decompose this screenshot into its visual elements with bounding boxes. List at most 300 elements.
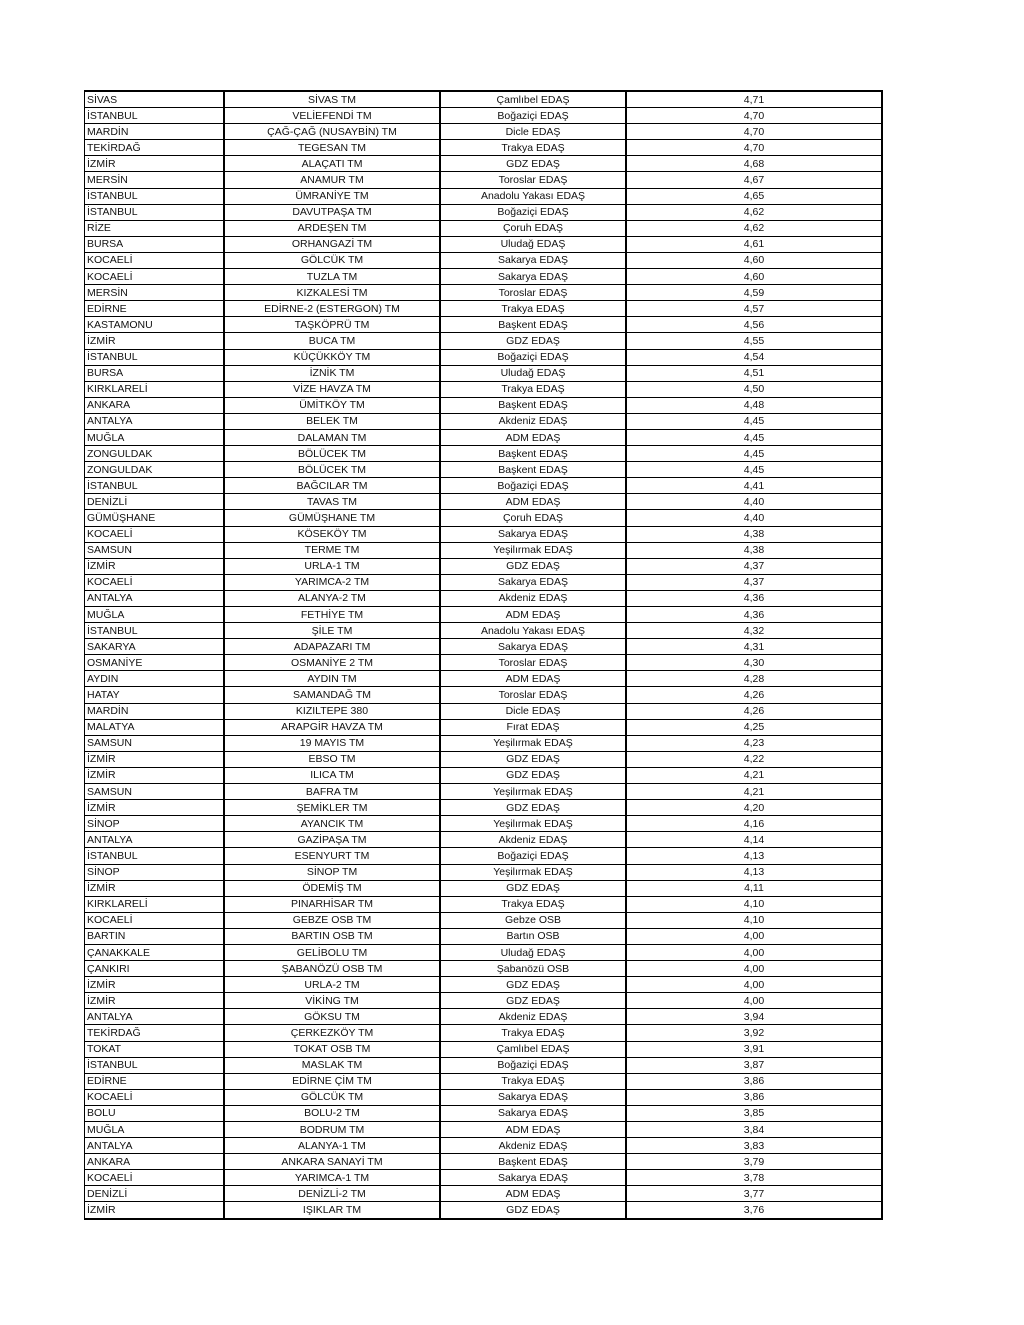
table-row <box>85 671 883 687</box>
substation-cell: SİVAS TM <box>224 91 440 108</box>
table-row <box>85 1057 883 1073</box>
value-cell: 4,60 <box>626 252 882 268</box>
province-cell: KOCAELİ <box>85 574 225 590</box>
province-cell: OSMANİYE <box>85 655 225 671</box>
province-cell: KOCAELİ <box>85 912 225 928</box>
distributor-cell: ADM EDAŞ <box>440 1122 626 1138</box>
substation-cell: AYDIN TM <box>224 671 440 687</box>
table-row <box>85 1009 883 1025</box>
substation-cell: GEBZE OSB TM <box>224 912 440 928</box>
distributor-cell: Dicle EDAŞ <box>440 124 626 140</box>
table-row <box>85 993 883 1009</box>
value-cell: 3,77 <box>626 1186 882 1202</box>
distributor-cell: Sakarya EDAŞ <box>440 1170 626 1186</box>
table-row <box>85 961 883 977</box>
value-cell: 4,54 <box>626 349 882 365</box>
value-cell: 4,11 <box>626 880 882 896</box>
distributor-cell: Boğaziçi EDAŞ <box>440 478 626 494</box>
province-cell: ANTALYA <box>85 832 225 848</box>
province-cell: KIRKLARELİ <box>85 896 225 912</box>
distributor-cell: Şabanözü OSB <box>440 961 626 977</box>
value-cell: 4,14 <box>626 832 882 848</box>
table-row <box>85 880 883 896</box>
province-cell: BARTIN <box>85 928 225 944</box>
distributor-cell: Akdeniz EDAŞ <box>440 1138 626 1154</box>
province-cell: ANTALYA <box>85 1009 225 1025</box>
substation-cell: ÜMİTKÖY TM <box>224 397 440 413</box>
distributor-cell: GDZ EDAŞ <box>440 1202 626 1219</box>
value-cell: 4,62 <box>626 220 882 236</box>
province-cell: İZMİR <box>85 767 225 783</box>
substation-cell: İZNİK TM <box>224 365 440 381</box>
substation-cell: TOKAT OSB TM <box>224 1041 440 1057</box>
distributor-cell: Başkent EDAŞ <box>440 446 626 462</box>
substation-cell: DALAMAN TM <box>224 429 440 445</box>
substation-cell: DENİZLİ-2 TM <box>224 1186 440 1202</box>
province-cell: MERSİN <box>85 285 225 301</box>
value-cell: 4,26 <box>626 687 882 703</box>
distributor-cell: Akdeniz EDAŞ <box>440 832 626 848</box>
value-cell: 4,22 <box>626 751 882 767</box>
substation-cell: OSMANİYE 2 TM <box>224 655 440 671</box>
substation-cell: GAZİPAŞA TM <box>224 832 440 848</box>
table-row <box>85 864 883 880</box>
table-row <box>85 204 883 220</box>
table-row <box>85 301 883 317</box>
value-cell: 4,10 <box>626 896 882 912</box>
substation-cell: SİNOP TM <box>224 864 440 880</box>
substation-cell: BÖLÜCEK TM <box>224 446 440 462</box>
substation-cell: BÖLÜCEK TM <box>224 462 440 478</box>
distributor-cell: Uludağ EDAŞ <box>440 365 626 381</box>
value-cell: 4,45 <box>626 462 882 478</box>
province-cell: KOCAELİ <box>85 526 225 542</box>
substation-cell: ILICA TM <box>224 767 440 783</box>
province-cell: HATAY <box>85 687 225 703</box>
table-row <box>85 542 883 558</box>
province-cell: EDİRNE <box>85 1073 225 1089</box>
distributor-cell: Trakya EDAŞ <box>440 1025 626 1041</box>
distributor-cell: GDZ EDAŞ <box>440 767 626 783</box>
table-row <box>85 1170 883 1186</box>
table-row <box>85 816 883 832</box>
table-row <box>85 912 883 928</box>
distributor-cell: ADM EDAŞ <box>440 1186 626 1202</box>
substation-cell: ANKARA SANAYİ TM <box>224 1154 440 1170</box>
value-cell: 4,00 <box>626 944 882 960</box>
value-cell: 4,13 <box>626 864 882 880</box>
table-row <box>85 687 883 703</box>
table-row <box>85 574 883 590</box>
province-cell: MARDİN <box>85 124 225 140</box>
value-cell: 4,60 <box>626 269 882 285</box>
substation-cell: ÖDEMİŞ TM <box>224 880 440 896</box>
substation-cell: BAĞCILAR TM <box>224 478 440 494</box>
table-row <box>85 285 883 301</box>
distributor-cell: Başkent EDAŞ <box>440 317 626 333</box>
value-cell: 4,31 <box>626 639 882 655</box>
table-row <box>85 429 883 445</box>
substation-cell: YARIMCA-1 TM <box>224 1170 440 1186</box>
distributor-cell: Anadolu Yakası EDAŞ <box>440 188 626 204</box>
distributor-cell: Başkent EDAŞ <box>440 397 626 413</box>
table-row <box>85 91 883 108</box>
distributor-cell: GDZ EDAŞ <box>440 880 626 896</box>
value-cell: 3,78 <box>626 1170 882 1186</box>
value-cell: 3,83 <box>626 1138 882 1154</box>
distributor-cell: Anadolu Yakası EDAŞ <box>440 623 626 639</box>
province-cell: İZMİR <box>85 156 225 172</box>
distributor-cell: Trakya EDAŞ <box>440 140 626 156</box>
substation-cell: ALAÇATI TM <box>224 156 440 172</box>
value-cell: 4,56 <box>626 317 882 333</box>
province-cell: SİNOP <box>85 816 225 832</box>
table-row <box>85 510 883 526</box>
value-cell: 4,36 <box>626 607 882 623</box>
value-cell: 4,16 <box>626 816 882 832</box>
province-cell: KOCAELİ <box>85 1089 225 1105</box>
value-cell: 4,25 <box>626 719 882 735</box>
distributor-cell: Bartın OSB <box>440 928 626 944</box>
substation-cell: BAFRA TM <box>224 784 440 800</box>
province-cell: SİVAS <box>85 91 225 108</box>
distributor-cell: Yeşilırmak EDAŞ <box>440 816 626 832</box>
province-cell: SAMSUN <box>85 735 225 751</box>
substation-cell: ARDEŞEN TM <box>224 220 440 236</box>
table-row <box>85 767 883 783</box>
province-cell: TOKAT <box>85 1041 225 1057</box>
distributor-cell: ADM EDAŞ <box>440 429 626 445</box>
province-cell: TEKİRDAĞ <box>85 140 225 156</box>
distributor-cell: Uludağ EDAŞ <box>440 944 626 960</box>
value-cell: 4,51 <box>626 365 882 381</box>
distributor-cell: Sakarya EDAŞ <box>440 269 626 285</box>
substation-cell: DAVUTPAŞA TM <box>224 204 440 220</box>
substation-cell: VELİEFENDİ TM <box>224 108 440 124</box>
province-cell: İZMİR <box>85 1202 225 1219</box>
distributor-cell: Yeşilırmak EDAŞ <box>440 542 626 558</box>
value-cell: 4,13 <box>626 848 882 864</box>
value-cell: 4,32 <box>626 623 882 639</box>
table-row <box>85 108 883 124</box>
distributor-cell: Sakarya EDAŞ <box>440 1089 626 1105</box>
distributor-cell: Toroslar EDAŞ <box>440 285 626 301</box>
value-cell: 4,10 <box>626 912 882 928</box>
substation-cell: 19 MAYIS TM <box>224 735 440 751</box>
substation-cell: TEGESAN TM <box>224 140 440 156</box>
table-row <box>85 140 883 156</box>
province-cell: BOLU <box>85 1105 225 1121</box>
value-cell: 3,91 <box>626 1041 882 1057</box>
value-cell: 4,37 <box>626 574 882 590</box>
substation-cell: ŞEMİKLER TM <box>224 800 440 816</box>
substation-cell: ÜMRANİYE TM <box>224 188 440 204</box>
distributor-cell: Uludağ EDAŞ <box>440 236 626 252</box>
province-cell: RİZE <box>85 220 225 236</box>
table-row <box>85 349 883 365</box>
table-row <box>85 928 883 944</box>
table-row <box>85 413 883 429</box>
province-cell: İSTANBUL <box>85 108 225 124</box>
value-cell: 4,59 <box>626 285 882 301</box>
table-row <box>85 220 883 236</box>
distributor-cell: Sakarya EDAŞ <box>440 574 626 590</box>
substation-cell: YARIMCA-2 TM <box>224 574 440 590</box>
distributor-cell: ADM EDAŞ <box>440 607 626 623</box>
distributor-cell: GDZ EDAŞ <box>440 333 626 349</box>
substation-cell: BUCA TM <box>224 333 440 349</box>
substation-cell: VİZE HAVZA TM <box>224 381 440 397</box>
province-cell: ANTALYA <box>85 590 225 606</box>
value-cell: 4,71 <box>626 91 882 108</box>
value-cell: 4,70 <box>626 140 882 156</box>
substation-cell: ALANYA-1 TM <box>224 1138 440 1154</box>
table-row <box>85 1122 883 1138</box>
distributor-cell: Trakya EDAŞ <box>440 896 626 912</box>
value-cell: 4,45 <box>626 429 882 445</box>
value-cell: 3,84 <box>626 1122 882 1138</box>
province-cell: İZMİR <box>85 333 225 349</box>
distributor-cell: Akdeniz EDAŞ <box>440 590 626 606</box>
distributor-cell: Dicle EDAŞ <box>440 703 626 719</box>
table-row <box>85 526 883 542</box>
substation-cell: URLA-1 TM <box>224 558 440 574</box>
table-row <box>85 317 883 333</box>
distributor-cell: Sakarya EDAŞ <box>440 1105 626 1121</box>
substation-cell: ARAPGİR HAVZA TM <box>224 719 440 735</box>
province-cell: SAKARYA <box>85 639 225 655</box>
table-row <box>85 365 883 381</box>
substation-cell: ŞABANÖZÜ OSB TM <box>224 961 440 977</box>
table-row <box>85 494 883 510</box>
substation-cell: TAVAS TM <box>224 494 440 510</box>
table-row <box>85 252 883 268</box>
substation-cell: GÖLCÜK TM <box>224 1089 440 1105</box>
value-cell: 4,50 <box>626 381 882 397</box>
table-row <box>85 896 883 912</box>
province-cell: KOCAELİ <box>85 1170 225 1186</box>
province-cell: İSTANBUL <box>85 623 225 639</box>
distributor-cell: GDZ EDAŞ <box>440 800 626 816</box>
table-row <box>85 1202 883 1219</box>
table-row <box>85 977 883 993</box>
substation-cell: IŞIKLAR TM <box>224 1202 440 1219</box>
table-row <box>85 639 883 655</box>
table-row <box>85 446 883 462</box>
value-cell: 4,28 <box>626 671 882 687</box>
table-row <box>85 719 883 735</box>
province-cell: İSTANBUL <box>85 204 225 220</box>
table-row <box>85 188 883 204</box>
province-cell: SAMSUN <box>85 784 225 800</box>
value-cell: 4,23 <box>626 735 882 751</box>
substation-cell: ÇAĞ-ÇAĞ (NUSAYBİN) TM <box>224 124 440 140</box>
substation-cell: EDİRNE ÇİM TM <box>224 1073 440 1089</box>
province-cell: İZMİR <box>85 993 225 1009</box>
distributor-cell: Toroslar EDAŞ <box>440 687 626 703</box>
substation-cell: GÖKSU TM <box>224 1009 440 1025</box>
distributor-cell: ADM EDAŞ <box>440 671 626 687</box>
distributor-cell: Yeşilırmak EDAŞ <box>440 864 626 880</box>
value-cell: 4,21 <box>626 767 882 783</box>
table-row <box>85 1073 883 1089</box>
province-cell: İSTANBUL <box>85 848 225 864</box>
table-row <box>85 655 883 671</box>
value-cell: 3,86 <box>626 1089 882 1105</box>
substation-cell: EDİRNE-2 (ESTERGON) TM <box>224 301 440 317</box>
table-row <box>85 623 883 639</box>
substation-cell: ESENYURT TM <box>224 848 440 864</box>
table-row <box>85 800 883 816</box>
value-cell: 3,92 <box>626 1025 882 1041</box>
province-cell: İSTANBUL <box>85 349 225 365</box>
table-body <box>85 91 883 1219</box>
table-row <box>85 590 883 606</box>
province-cell: BURSA <box>85 365 225 381</box>
table-row <box>85 397 883 413</box>
substation-cell: FETHİYE TM <box>224 607 440 623</box>
province-cell: ANKARA <box>85 397 225 413</box>
distributor-cell: Yeşilırmak EDAŞ <box>440 735 626 751</box>
table-row <box>85 1041 883 1057</box>
table-row <box>85 784 883 800</box>
table-row <box>85 333 883 349</box>
distributor-cell: Toroslar EDAŞ <box>440 655 626 671</box>
province-cell: ZONGULDAK <box>85 462 225 478</box>
value-cell: 3,85 <box>626 1105 882 1121</box>
table-row <box>85 381 883 397</box>
value-cell: 4,21 <box>626 784 882 800</box>
province-cell: SAMSUN <box>85 542 225 558</box>
distributor-cell: Çoruh EDAŞ <box>440 220 626 236</box>
distributor-cell: Trakya EDAŞ <box>440 381 626 397</box>
value-cell: 4,00 <box>626 993 882 1009</box>
table-row <box>85 735 883 751</box>
distributor-cell: GDZ EDAŞ <box>440 977 626 993</box>
table-row <box>85 269 883 285</box>
distributor-cell: Toroslar EDAŞ <box>440 172 626 188</box>
value-cell: 4,61 <box>626 236 882 252</box>
value-cell: 4,00 <box>626 961 882 977</box>
value-cell: 4,40 <box>626 494 882 510</box>
table-row <box>85 124 883 140</box>
distributor-cell: Sakarya EDAŞ <box>440 252 626 268</box>
substation-cell: ÇERKEZKÖY TM <box>224 1025 440 1041</box>
province-cell: EDİRNE <box>85 301 225 317</box>
table-row <box>85 1025 883 1041</box>
substation-cell: KIZKALESİ TM <box>224 285 440 301</box>
province-cell: GÜMÜŞHANE <box>85 510 225 526</box>
distributor-cell: GDZ EDAŞ <box>440 558 626 574</box>
substation-cell: TERME TM <box>224 542 440 558</box>
province-cell: ANKARA <box>85 1154 225 1170</box>
substation-cell: BARTIN OSB TM <box>224 928 440 944</box>
province-cell: KOCAELİ <box>85 252 225 268</box>
distributor-cell: Başkent EDAŞ <box>440 1154 626 1170</box>
distributor-cell: Boğaziçi EDAŞ <box>440 204 626 220</box>
province-cell: ÇANKIRI <box>85 961 225 977</box>
distributor-cell: Gebze OSB <box>440 912 626 928</box>
substation-cell: VİKİNG TM <box>224 993 440 1009</box>
table-row <box>85 172 883 188</box>
table-row <box>85 848 883 864</box>
value-cell: 4,36 <box>626 590 882 606</box>
substation-cell: GELİBOLU TM <box>224 944 440 960</box>
value-cell: 3,94 <box>626 1009 882 1025</box>
distributor-cell: Trakya EDAŞ <box>440 301 626 317</box>
distributor-cell: Yeşilırmak EDAŞ <box>440 784 626 800</box>
province-cell: İZMİR <box>85 558 225 574</box>
table-row <box>85 703 883 719</box>
distributor-cell: Akdeniz EDAŞ <box>440 1009 626 1025</box>
province-cell: TEKİRDAĞ <box>85 1025 225 1041</box>
value-cell: 4,38 <box>626 526 882 542</box>
distributor-cell: Akdeniz EDAŞ <box>440 413 626 429</box>
province-cell: MUĞLA <box>85 1122 225 1138</box>
value-cell: 4,41 <box>626 478 882 494</box>
value-cell: 4,45 <box>626 413 882 429</box>
table-row <box>85 832 883 848</box>
distributor-cell: Boğaziçi EDAŞ <box>440 1057 626 1073</box>
province-cell: SİNOP <box>85 864 225 880</box>
substation-cell: KÜÇÜKKÖY TM <box>224 349 440 365</box>
province-cell: ANTALYA <box>85 1138 225 1154</box>
distributor-cell: Başkent EDAŞ <box>440 462 626 478</box>
data-table <box>84 90 883 1220</box>
value-cell: 4,55 <box>626 333 882 349</box>
distributor-cell: Çoruh EDAŞ <box>440 510 626 526</box>
distributor-cell: GDZ EDAŞ <box>440 156 626 172</box>
substation-cell: ŞİLE TM <box>224 623 440 639</box>
province-cell: MUĞLA <box>85 429 225 445</box>
value-cell: 4,20 <box>626 800 882 816</box>
substation-cell: TUZLA TM <box>224 269 440 285</box>
table-row <box>85 462 883 478</box>
province-cell: İSTANBUL <box>85 1057 225 1073</box>
table-row <box>85 751 883 767</box>
value-cell: 4,40 <box>626 510 882 526</box>
province-cell: İZMİR <box>85 751 225 767</box>
value-cell: 4,38 <box>626 542 882 558</box>
substation-cell: URLA-2 TM <box>224 977 440 993</box>
distributor-cell: GDZ EDAŞ <box>440 751 626 767</box>
distributor-cell: Sakarya EDAŞ <box>440 639 626 655</box>
value-cell: 4,68 <box>626 156 882 172</box>
province-cell: ANTALYA <box>85 413 225 429</box>
province-cell: İSTANBUL <box>85 478 225 494</box>
table-row <box>85 156 883 172</box>
table-row <box>85 1105 883 1121</box>
value-cell: 4,37 <box>626 558 882 574</box>
substation-cell: MASLAK TM <box>224 1057 440 1073</box>
table-row <box>85 478 883 494</box>
substation-cell: EBSO TM <box>224 751 440 767</box>
distributor-cell: Çamlıbel EDAŞ <box>440 1041 626 1057</box>
table-row <box>85 944 883 960</box>
province-cell: İZMİR <box>85 800 225 816</box>
distributor-cell: Boğaziçi EDAŞ <box>440 108 626 124</box>
value-cell: 4,00 <box>626 928 882 944</box>
distributor-cell: Boğaziçi EDAŞ <box>440 349 626 365</box>
province-cell: DENİZLİ <box>85 494 225 510</box>
distributor-cell: GDZ EDAŞ <box>440 993 626 1009</box>
value-cell: 4,65 <box>626 188 882 204</box>
province-cell: İSTANBUL <box>85 188 225 204</box>
substation-cell: BELEK TM <box>224 413 440 429</box>
substation-cell: KÖSEKÖY TM <box>224 526 440 542</box>
province-cell: MALATYA <box>85 719 225 735</box>
province-cell: MERSİN <box>85 172 225 188</box>
